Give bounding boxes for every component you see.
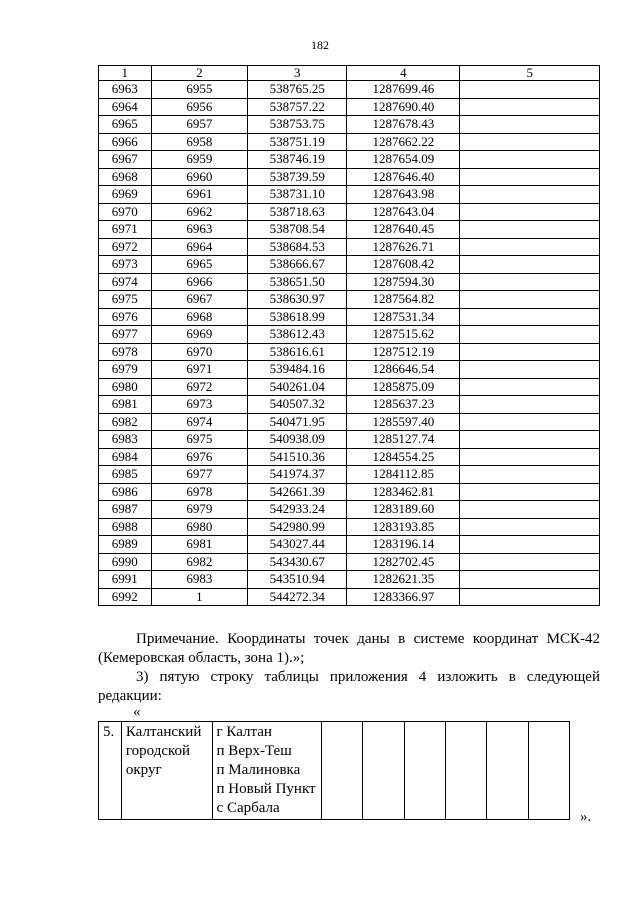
table-cell: 6974 [151,413,248,431]
settlement-item: п Малиновка [216,762,301,778]
table-cell: 6961 [151,186,248,204]
empty-cell [487,722,528,820]
table-cell: 1287626.71 [347,238,460,256]
table-cell [460,571,600,589]
table-cell: 544272.34 [248,588,347,606]
table-cell: 1287643.04 [347,203,460,221]
table-cell: 6959 [151,151,248,169]
region-name-line: округ [125,762,162,778]
table-row [99,466,600,484]
table-cell: 6973 [151,396,248,414]
table-cell: 6971 [151,361,248,379]
table-cell: 1287699.46 [347,81,460,99]
table-cell: 6966 [151,273,248,291]
table-cell: 1285127.74 [347,431,460,449]
table-row [99,151,600,169]
settlement-item: г Калтан [216,724,272,740]
table-cell: 1285597.40 [347,413,460,431]
table-cell [460,186,600,204]
table-cell: 1287678.43 [347,116,460,134]
settlement-item: с Сарбала [216,800,280,816]
table-cell: 1287531.34 [347,308,460,326]
empty-cell [445,722,486,820]
table-cell: 6980 [151,518,248,536]
table-cell: 1283366.97 [347,588,460,606]
table-cell [460,536,600,554]
table-row [99,483,600,501]
region-table [98,721,570,820]
table-row [99,98,600,116]
table-cell: 6956 [151,98,248,116]
note-line: (Кемеровская область, зона 1).»; [98,650,305,666]
table-cell [460,256,600,274]
table-cell: 6970 [99,203,152,221]
table-cell: 6960 [151,168,248,186]
table-cell: 1287690.40 [347,98,460,116]
table-cell: 1283193.85 [347,518,460,536]
table-cell: 6982 [151,553,248,571]
table-cell [460,396,600,414]
table-cell [460,308,600,326]
table-row [99,518,600,536]
region-name-line: Калтанский [125,724,202,740]
table-cell [460,431,600,449]
table-cell: 6965 [151,256,248,274]
table-cell: 540261.04 [248,378,347,396]
table-cell: 6963 [151,221,248,239]
row-number: 5. [99,722,122,820]
table-cell: 1 [151,588,248,606]
settlement-item: п Верх-Теш [216,743,292,759]
table-cell: 1287643.98 [347,186,460,204]
table-row [99,203,600,221]
table-cell [460,116,600,134]
table-cell [460,553,600,571]
table-cell: 538616.61 [248,343,347,361]
table-cell: 538618.99 [248,308,347,326]
table-cell [460,483,600,501]
column-header: 3 [248,66,347,81]
table-cell: 6957 [151,116,248,134]
table-cell: 1284554.25 [347,448,460,466]
table-cell: 6972 [151,378,248,396]
page-number: 182 [311,38,329,52]
table-cell: 542933.24 [248,501,347,519]
table-cell: 6978 [99,343,152,361]
table-cell [460,151,600,169]
table-cell [460,501,600,519]
table-cell: 6967 [99,151,152,169]
table-row [99,448,600,466]
note-block [98,630,600,706]
table-cell: 538753.75 [248,116,347,134]
column-header: 4 [347,66,460,81]
table-cell: 6992 [99,588,152,606]
table-cell: 538612.43 [248,326,347,344]
table-cell: 1283462.81 [347,483,460,501]
table-cell: 6982 [99,413,152,431]
table-cell: 1287512.19 [347,343,460,361]
table-cell: 1285875.09 [347,378,460,396]
table-row [99,326,600,344]
table-cell: 543027.44 [248,536,347,554]
table-cell: 6967 [151,291,248,309]
table-cell: 542980.99 [248,518,347,536]
table-cell [460,291,600,309]
table-row [99,501,600,519]
table-cell: 538765.25 [248,81,347,99]
table-cell: 538731.10 [248,186,347,204]
table-cell: 6968 [99,168,152,186]
table-cell: 6958 [151,133,248,151]
table-cell: 1287564.82 [347,291,460,309]
table-cell: 6974 [99,273,152,291]
table-cell [460,413,600,431]
table-row [99,81,600,99]
table-cell: 1283189.60 [347,501,460,519]
table-cell: 539484.16 [248,361,347,379]
table-cell [460,81,600,99]
empty-cell [404,722,445,820]
table-row [99,378,600,396]
region-name [121,722,212,820]
table-cell [460,466,600,484]
table-row [99,536,600,554]
table-cell: 6970 [151,343,248,361]
table-cell: 6962 [151,203,248,221]
table-cell: 6989 [99,536,152,554]
table-cell: 538757.22 [248,98,347,116]
table-cell [460,203,600,221]
region-name-line: городской [125,743,191,759]
table-row [99,273,600,291]
table-cell: 6977 [99,326,152,344]
table-cell: 6987 [99,501,152,519]
table-cell: 6986 [99,483,152,501]
table-cell [460,518,600,536]
table-row [99,186,600,204]
closing-quote: ». [580,809,592,825]
table-cell: 1287608.42 [347,256,460,274]
opening-quote: « [133,704,141,720]
table-cell: 6981 [99,396,152,414]
table-cell: 6975 [151,431,248,449]
empty-cell [363,722,404,820]
table-cell: 6979 [151,501,248,519]
table-row [99,221,600,239]
table-cell: 1287646.40 [347,168,460,186]
table-cell [460,221,600,239]
settlements-cell [212,722,322,820]
table-row [99,238,600,256]
table-cell: 6985 [99,466,152,484]
column-header: 5 [460,66,600,81]
table-cell [460,326,600,344]
table-cell: 538718.63 [248,203,347,221]
table-cell: 6969 [99,186,152,204]
table-cell: 6972 [99,238,152,256]
table-row [99,361,600,379]
table-cell [460,343,600,361]
table-cell: 6964 [99,98,152,116]
table-row [99,588,600,606]
table-cell: 538630.97 [248,291,347,309]
table-cell: 538751.19 [248,133,347,151]
note-line: Примечание. Координаты точек даны в системе координат МСК-42 [136,631,600,647]
table-cell [460,588,600,606]
table-cell: 1282621.35 [347,571,460,589]
table-cell: 543510.94 [248,571,347,589]
empty-cell [528,722,569,820]
table-row [99,168,600,186]
amendment-line: редакции: [98,688,162,704]
table-cell: 540507.32 [248,396,347,414]
table-cell: 6975 [99,291,152,309]
table-row [99,308,600,326]
table-cell: 6978 [151,483,248,501]
table-cell [460,133,600,151]
table-cell: 6990 [99,553,152,571]
table-cell: 1287594.30 [347,273,460,291]
table-cell: 538666.67 [248,256,347,274]
table-row [99,553,600,571]
table-cell: 6976 [99,308,152,326]
empty-cell [322,722,363,820]
table-cell [460,378,600,396]
table-cell: 6964 [151,238,248,256]
table-cell: 538746.19 [248,151,347,169]
table-cell: 541510.36 [248,448,347,466]
table-row [99,396,600,414]
table-row [99,256,600,274]
table-cell: 538684.53 [248,238,347,256]
table-cell: 6955 [151,81,248,99]
table-row [99,133,600,151]
table-cell [460,168,600,186]
table-cell: 543430.67 [248,553,347,571]
table-cell: 6963 [99,81,152,99]
table-cell: 6980 [99,378,152,396]
table-row [99,413,600,431]
coordinates-table-body [99,81,600,606]
table-cell: 6984 [99,448,152,466]
table-cell [460,238,600,256]
table-cell: 538651.50 [248,273,347,291]
table-cell: 1287662.22 [347,133,460,151]
table-cell: 6979 [99,361,152,379]
table-row [99,722,570,820]
table-header-row [99,66,600,81]
table-cell: 1283196.14 [347,536,460,554]
table-cell: 6971 [99,221,152,239]
table-cell: 1287640.45 [347,221,460,239]
table-cell: 6981 [151,536,248,554]
table-cell: 538708.54 [248,221,347,239]
table-cell: 1287654.09 [347,151,460,169]
column-header: 2 [151,66,248,81]
table-cell: 6968 [151,308,248,326]
table-cell: 6976 [151,448,248,466]
table-cell: 6977 [151,466,248,484]
table-cell: 1282702.45 [347,553,460,571]
table-cell: 6983 [151,571,248,589]
table-cell: 6973 [99,256,152,274]
table-cell [460,361,600,379]
table-row [99,431,600,449]
table-cell: 538739.59 [248,168,347,186]
table-cell: 6991 [99,571,152,589]
table-cell: 6965 [99,116,152,134]
table-cell: 540938.09 [248,431,347,449]
table-cell: 6966 [99,133,152,151]
column-header: 1 [99,66,152,81]
table-row [99,343,600,361]
table-cell: 6969 [151,326,248,344]
table-cell: 1284112.85 [347,466,460,484]
table-row [99,116,600,134]
settlement-item: п Новый Пункт [216,781,316,797]
table-cell: 1285637.23 [347,396,460,414]
table-cell: 541974.37 [248,466,347,484]
table-cell [460,273,600,291]
table-cell: 542661.39 [248,483,347,501]
table-cell [460,98,600,116]
table-cell: 1286646.54 [347,361,460,379]
table-cell: 6983 [99,431,152,449]
amendment-line: 3) пятую строку таблицы приложения 4 изложить в следующей [136,669,600,685]
table-row [99,291,600,309]
table-cell [460,448,600,466]
table-cell: 1287515.62 [347,326,460,344]
coordinates-table [98,65,600,606]
table-cell: 540471.95 [248,413,347,431]
table-cell: 6988 [99,518,152,536]
table-row [99,571,600,589]
